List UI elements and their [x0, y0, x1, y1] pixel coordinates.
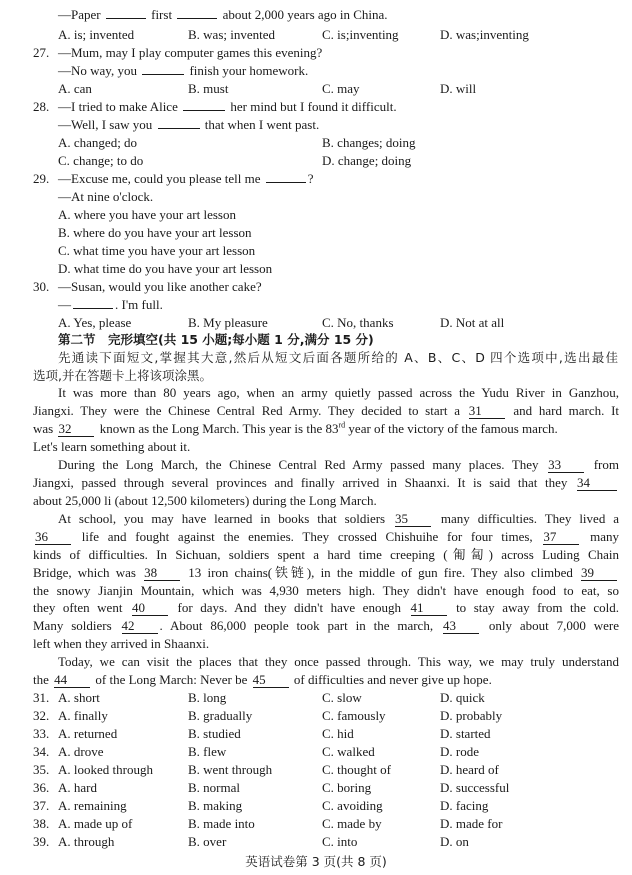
q29-option-c: C. what time you have your art lesson: [58, 243, 256, 258]
choice-d: D. on: [440, 834, 469, 849]
passage-paragraph-2: During the Long March, the Chinese Central Red Army passed many places. They 33 from Jiangxi, passed through several provinces and finally arrived in Shaanxi. It is said that they 34 about 25,000 li (about 12,500 kilometers) during the Long March.: [33, 457, 619, 508]
choice-a: A. through: [58, 834, 115, 849]
choice-d: D. facing: [440, 798, 489, 813]
choice-b: B. gradually: [188, 708, 253, 723]
q30-line2: — . I'm full.: [58, 297, 163, 312]
q29-option-d: D. what time do you have your art lesson: [58, 261, 273, 276]
choice-c: C. hid: [322, 726, 354, 741]
choice-d: D. quick: [440, 690, 485, 705]
q27-option-d: D. will: [440, 81, 477, 96]
choice-d: D. made for: [440, 816, 503, 831]
q28-line2: —Well, I saw you that when I went past.: [58, 117, 320, 132]
choice-number: 32.: [33, 708, 50, 723]
blank-36: 36: [35, 530, 71, 545]
choice-b: B. making: [188, 798, 243, 813]
blank-40: 40: [132, 601, 168, 616]
choice-c: C. made by: [322, 816, 382, 831]
choice-a: A. returned: [58, 726, 118, 741]
blank-37: 37: [543, 530, 579, 545]
blank-39: 39: [581, 566, 617, 581]
passage-paragraph-3: At school, you may have learned in books that soldiers 35 many difficulties. They lived a 36 life and fought against the enemies. They crossed Chishuihe for four times, 37 many kinds of difficulties. In Sichuan, soldiers spent a hard time creeping (匍匐) across Luding Chain Bridge, which was 38 13 iron chains(铁链), in the middle of gun fire. They also climbed 39 the snowy Jianjin Mountain, which was 4,930 meters high. They didn't have enough food to eat, so they often went 40 for days. And they didn't have enough 41 to stay away from the cold. Many soldiers 42 . About 86,000 people took part in the march, 43 only about 7,000 were left when they arrived in Shaanxi.: [33, 511, 620, 652]
page-footer: 英语试卷第 3 页(共 8 页): [245, 854, 387, 869]
q29-line2: —At nine o'clock.: [58, 189, 154, 204]
choice-a: A. hard: [58, 780, 97, 795]
blank: [266, 170, 306, 183]
choice-c: C. boring: [322, 780, 372, 795]
q28-number: 28.: [33, 99, 50, 114]
blank: [183, 98, 225, 111]
choice-c: C. walked: [322, 744, 375, 759]
blank-32: 32: [58, 422, 94, 437]
section-instruction-1: 先通读下面短文,掌握其大意,然后从短文后面各题所给的 A、B、C、D 四个选项中,选出最佳: [58, 350, 618, 365]
choice-c: C. famously: [322, 708, 386, 723]
section-title: 第二节 完形填空(共 15 小题;每小题 1 分,满分 15 分): [58, 332, 374, 347]
q30-line1: —Susan, would you like another cake?: [58, 279, 262, 294]
blank: [177, 6, 217, 19]
q27-line1: —Mum, may I play computer games this evening?: [58, 45, 323, 60]
q30-option-d: D. Not at all: [440, 315, 505, 330]
choice-b: B. over: [188, 834, 227, 849]
q27-option-b: B. must: [188, 81, 229, 96]
blank-31: 31: [469, 404, 505, 419]
blank: [142, 62, 184, 75]
choice-b: B. long: [188, 690, 227, 705]
blank: [106, 6, 146, 19]
choice-number: 38.: [33, 816, 50, 831]
choice-a: A. short: [58, 690, 100, 705]
q29-option-a: A. where you have your art lesson: [58, 207, 236, 222]
choice-number: 35.: [33, 762, 50, 777]
choice-c: C. slow: [322, 690, 362, 705]
choice-d: D. successful: [440, 780, 510, 795]
q28-option-c: C. change; to do: [58, 153, 144, 168]
blank: [73, 296, 113, 309]
q29-number: 29.: [33, 171, 50, 186]
q28-option-b: B. changes; doing: [322, 135, 416, 150]
q28-option-a: A. changed; do: [58, 135, 138, 150]
choice-number: 37.: [33, 798, 50, 813]
choice-d: D. rode: [440, 744, 479, 759]
blank: [158, 116, 200, 129]
choice-a: A. looked through: [58, 762, 153, 777]
q27-option-c: C. may: [322, 81, 360, 96]
choice-a: A. made up of: [58, 816, 133, 831]
passage-paragraph-1: It was more than 80 years ago, when an army quietly passed across the Yudu River in Ganzhou, Jiangxi. They were the Chinese Central Red Army. They decided to start a 31 and hard march. It was 32 known as the Long March. This year is the 83rd year of the victory of the famous march. Let's learn something about it.: [33, 385, 620, 454]
q26-option-b: B. was; invented: [188, 27, 276, 42]
choice-a: A. finally: [58, 708, 108, 723]
q30-number: 30.: [33, 279, 50, 294]
choice-d: D. probably: [440, 708, 503, 723]
choice-c: C. avoiding: [322, 798, 383, 813]
q26-stem: —Paper first about 2,000 years ago in China.: [58, 7, 388, 22]
q26-option-c: C. is;inventing: [322, 27, 399, 42]
q29-option-b: B. where do you have your art lesson: [58, 225, 252, 240]
choice-b: B. flew: [188, 744, 227, 759]
blank-38: 38: [144, 566, 180, 581]
choice-d: D. heard of: [440, 762, 499, 777]
blank-35: 35: [395, 512, 431, 527]
choice-a: A. drove: [58, 744, 104, 759]
choice-number: 34.: [33, 744, 50, 759]
choice-c: C. into: [322, 834, 358, 849]
q26-option-a: A. is; invented: [58, 27, 135, 42]
q30-option-b: B. My pleasure: [188, 315, 268, 330]
blank-43: 43: [443, 619, 479, 634]
choice-d: D. started: [440, 726, 491, 741]
q28-option-d: D. change; doing: [322, 153, 412, 168]
choice-number: 33.: [33, 726, 50, 741]
blank-42: 42: [122, 619, 158, 634]
blank-33: 33: [548, 458, 584, 473]
choice-b: B. went through: [188, 762, 273, 777]
choice-a: A. remaining: [58, 798, 127, 813]
blank-41: 41: [411, 601, 447, 616]
choice-number: 36.: [33, 780, 50, 795]
q30-option-c: C. No, thanks: [322, 315, 394, 330]
passage-paragraph-4: Today, we can visit the places that they once passed through. This way, we may truly understand the 44 of the Long March: Never be 45 of difficulties and never give up hope.: [33, 654, 619, 687]
choice-b: B. made into: [188, 816, 255, 831]
choice-b: B. normal: [188, 780, 240, 795]
q26-option-d: D. was;inventing: [440, 27, 529, 42]
q28-line1: —I tried to make Alice her mind but I found it difficult.: [58, 99, 397, 114]
q27-option-a: A. can: [58, 81, 92, 96]
q27-number: 27.: [33, 45, 50, 60]
choice-b: B. studied: [188, 726, 241, 741]
choice-number: 39.: [33, 834, 50, 849]
blank-45: 45: [253, 673, 289, 688]
section-instruction-2: 选项,并在答题卡上将该项涂黑。: [33, 368, 212, 383]
q30-option-a: A. Yes, please: [58, 315, 132, 330]
q29-line1: —Excuse me, could you please tell me ?: [58, 171, 314, 186]
blank-34: 34: [577, 476, 617, 491]
q27-line2: —No way, you finish your homework.: [58, 63, 309, 78]
choice-number: 31.: [33, 690, 50, 705]
choice-c: C. thought of: [322, 762, 391, 777]
blank-44: 44: [54, 673, 90, 688]
